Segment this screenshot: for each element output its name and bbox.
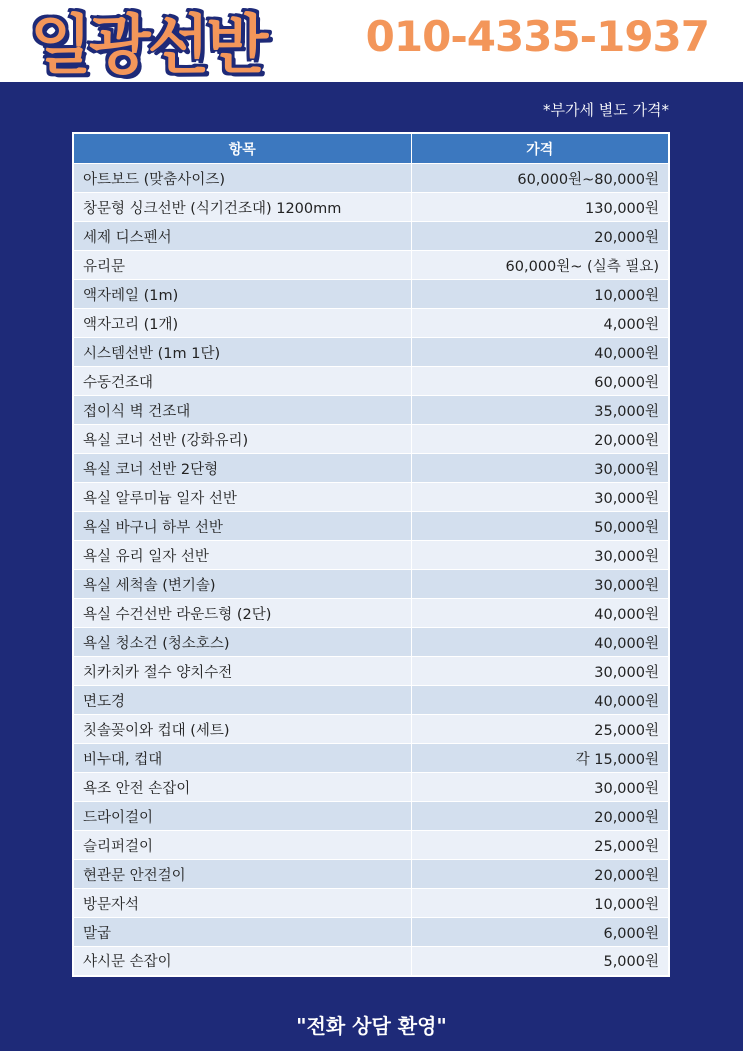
item-name: 아트보드 (맞춤사이즈)	[73, 164, 411, 193]
table-row	[73, 947, 669, 976]
item-price: 50,000원	[411, 512, 669, 541]
item-price: 20,000원	[411, 222, 669, 251]
column-header-price: 가격	[411, 133, 669, 164]
item-price: 60,000원	[411, 367, 669, 396]
item-price: 6,000원	[411, 918, 669, 947]
item-price: 40,000원	[411, 686, 669, 715]
table-row	[73, 483, 669, 512]
item-name: 욕실 코너 선반 2단형	[73, 454, 411, 483]
table-row	[73, 802, 669, 831]
item-name: 욕실 유리 일자 선반	[73, 541, 411, 570]
item-name: 드라이걸이	[73, 802, 411, 831]
item-price: 30,000원	[411, 541, 669, 570]
item-name: 욕실 코너 선반 (강화유리)	[73, 425, 411, 454]
table-row	[73, 222, 669, 251]
item-price: 30,000원	[411, 483, 669, 512]
table-row	[73, 860, 669, 889]
item-price: 25,000원	[411, 831, 669, 860]
phone-number: 010-4335-1937	[365, 12, 709, 61]
item-price: 40,000원	[411, 338, 669, 367]
table-row	[73, 541, 669, 570]
item-name: 욕조 안전 손잡이	[73, 773, 411, 802]
item-name: 욕실 수건선반 라운드형 (2단)	[73, 599, 411, 628]
table-row	[73, 918, 669, 947]
item-price: 60,000원~80,000원	[411, 164, 669, 193]
item-name: 현관문 안전걸이	[73, 860, 411, 889]
item-price: 30,000원	[411, 657, 669, 686]
price-rows	[73, 164, 669, 976]
table-row	[73, 193, 669, 222]
item-name: 유리문	[73, 251, 411, 280]
item-price: 각 15,000원	[411, 744, 669, 773]
item-price: 20,000원	[411, 860, 669, 889]
item-name: 액자레일 (1m)	[73, 280, 411, 309]
item-name: 욕실 세척솔 (변기솔)	[73, 570, 411, 599]
table-row	[73, 309, 669, 338]
table-row	[73, 889, 669, 918]
item-name: 슬리퍼걸이	[73, 831, 411, 860]
item-price: 10,000원	[411, 889, 669, 918]
table-row	[73, 454, 669, 483]
item-price: 30,000원	[411, 454, 669, 483]
item-price: 30,000원	[411, 570, 669, 599]
item-name: 샤시문 손잡이	[73, 947, 411, 976]
table-row	[73, 251, 669, 280]
item-price: 40,000원	[411, 628, 669, 657]
item-name: 비누대, 컵대	[73, 744, 411, 773]
item-name: 수동건조대	[73, 367, 411, 396]
item-name: 욕실 알루미늄 일자 선반	[73, 483, 411, 512]
item-price: 10,000원	[411, 280, 669, 309]
table-row	[73, 338, 669, 367]
table-row	[73, 570, 669, 599]
brand-logo: 일광선반	[30, 9, 266, 83]
item-name: 면도경	[73, 686, 411, 715]
table-row	[73, 831, 669, 860]
item-price: 25,000원	[411, 715, 669, 744]
table-row	[73, 686, 669, 715]
item-price: 130,000원	[411, 193, 669, 222]
item-price: 5,000원	[411, 947, 669, 976]
table-row	[73, 715, 669, 744]
table-row	[73, 628, 669, 657]
table-row	[73, 280, 669, 309]
item-name: 칫솔꽂이와 컵대 (세트)	[73, 715, 411, 744]
item-price: 4,000원	[411, 309, 669, 338]
item-name: 치카치카 절수 양치수전	[73, 657, 411, 686]
vat-note: *부가세 별도 가격*	[543, 101, 669, 119]
table-row	[73, 744, 669, 773]
item-name: 말굽	[73, 918, 411, 947]
table-row	[73, 773, 669, 802]
item-name: 방문자석	[73, 889, 411, 918]
column-header-item: 항목	[73, 133, 411, 164]
item-name: 세제 디스펜서	[73, 222, 411, 251]
table-row	[73, 512, 669, 541]
table-row	[73, 164, 669, 193]
price-table	[72, 132, 670, 977]
table-row	[73, 396, 669, 425]
table-row	[73, 425, 669, 454]
item-name: 접이식 벽 건조대	[73, 396, 411, 425]
table-row	[73, 657, 669, 686]
item-price: 20,000원	[411, 802, 669, 831]
item-price: 40,000원	[411, 599, 669, 628]
item-name: 창문형 싱크선반 (식기건조대) 1200mm	[73, 193, 411, 222]
item-name: 액자고리 (1개)	[73, 309, 411, 338]
item-price: 30,000원	[411, 773, 669, 802]
item-price: 60,000원~ (실측 필요)	[411, 251, 669, 280]
table-row	[73, 367, 669, 396]
table-row	[73, 599, 669, 628]
item-name: 욕실 바구니 하부 선반	[73, 512, 411, 541]
item-name: 시스템선반 (1m 1단)	[73, 338, 411, 367]
footer-call-message: "전화 상담 환영"	[296, 1014, 447, 1038]
table-header-row	[73, 133, 669, 164]
item-name: 욕실 청소건 (청소호스)	[73, 628, 411, 657]
item-price: 20,000원	[411, 425, 669, 454]
item-price: 35,000원	[411, 396, 669, 425]
